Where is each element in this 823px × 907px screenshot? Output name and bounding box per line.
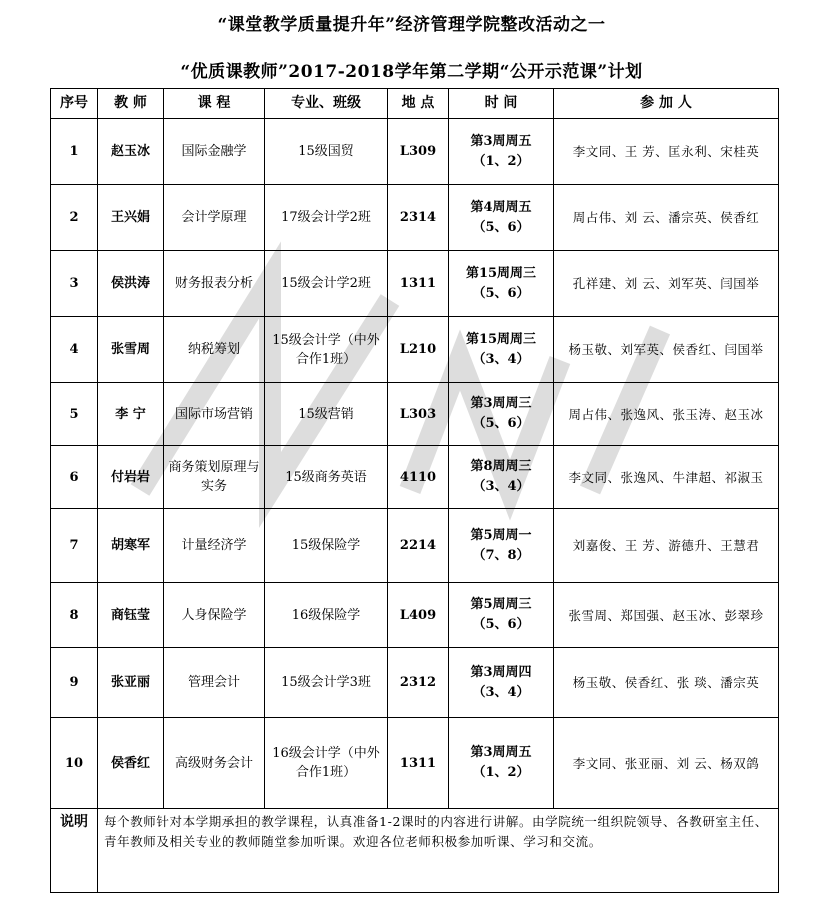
cell-course: 人身保险学 — [164, 583, 265, 648]
cell-seq: 5 — [51, 383, 98, 446]
title-line-2: “优质课教师”2017-2018学年第二学期“公开示范课”计划 — [180, 62, 643, 82]
cell-time — [449, 185, 554, 251]
cell-course: 纳税筹划 — [164, 317, 265, 383]
time-periods: （5、6） — [472, 219, 530, 235]
title-line-1: “课堂教学质量提升年”经济管理学院整改活动之一 — [217, 15, 606, 35]
schedule-table — [50, 88, 779, 893]
time-week: 第3周周五 — [470, 745, 532, 760]
cell-location: 2312 — [388, 648, 449, 718]
header-location: 地 点 — [388, 89, 449, 119]
time-periods: （5、6） — [472, 416, 530, 431]
cell-time — [449, 718, 554, 809]
cell-seq: 8 — [51, 583, 98, 648]
time-periods: （3、4） — [472, 684, 530, 700]
time-periods: （5、6） — [472, 617, 530, 632]
header-row — [51, 89, 779, 119]
cell-participants: 刘嘉俊、王 芳、游德升、王慧君 — [554, 509, 779, 583]
cell-course: 商务策划原理与实务 — [164, 446, 265, 509]
cell-time — [449, 446, 554, 509]
cell-major: 15级营销 — [265, 383, 388, 446]
cell-course: 管理会计 — [164, 648, 265, 718]
cell-participants: 李文同、王 芳、匡永利、宋桂英 — [554, 119, 779, 185]
time-periods: （3、4） — [472, 351, 530, 367]
cell-participants: 李文同、张亚丽、刘 云、杨双鸽 — [554, 718, 779, 809]
header-major: 专业、班级 — [265, 89, 388, 119]
cell-course: 财务报表分析 — [164, 251, 265, 317]
table-row — [51, 119, 779, 185]
cell-teacher: 侯洪涛 — [98, 251, 164, 317]
time-week: 第3周周三 — [470, 396, 532, 411]
header-time: 时 间 — [449, 89, 554, 119]
cell-time — [449, 383, 554, 446]
cell-seq: 6 — [51, 446, 98, 509]
time-week: 第4周周五 — [470, 199, 532, 215]
cell-time — [449, 648, 554, 718]
cell-location: 2214 — [388, 509, 449, 583]
cell-major: 15级会计学（中外合作1班） — [265, 317, 388, 383]
time-week: 第15周周三 — [465, 265, 537, 281]
cell-seq: 10 — [51, 718, 98, 809]
cell-course: 国际金融学 — [164, 119, 265, 185]
time-week: 第5周周一 — [470, 527, 532, 543]
time-week: 第8周周三 — [470, 459, 532, 474]
cell-seq: 7 — [51, 509, 98, 583]
cell-seq: 1 — [51, 119, 98, 185]
time-week: 第3周周四 — [470, 664, 532, 680]
cell-course: 国际市场营销 — [164, 383, 265, 446]
time-week: 第15周周三 — [465, 331, 537, 347]
cell-major: 16级会计学（中外合作1班） — [265, 718, 388, 809]
note-text: 每个教师针对本学期承担的教学课程，认真准备1-2课时的内容进行讲解。由学院统一组织院领导、各教研室主任、青年教师及相关专业的教师随堂参加听课。欢迎各位老师积极参加听课、学习和交流。 — [98, 809, 779, 893]
cell-course: 高级财务会计 — [164, 718, 265, 809]
cell-teacher: 王兴娟 — [98, 185, 164, 251]
cell-major: 16级保险学 — [265, 583, 388, 648]
header-participants: 参 加 人 — [554, 89, 779, 119]
cell-participants: 周占伟、张逸风、张玉涛、赵玉冰 — [554, 383, 779, 446]
cell-teacher: 侯香红 — [98, 718, 164, 809]
header-course: 课 程 — [164, 89, 265, 119]
cell-major: 15级会计学3班 — [265, 648, 388, 718]
cell-location: 2314 — [388, 185, 449, 251]
time-periods: （5、6） — [472, 285, 530, 301]
table-row — [51, 509, 779, 583]
cell-participants: 孔祥建、刘 云、刘军英、闫国举 — [554, 251, 779, 317]
table-row — [51, 583, 779, 648]
cell-location: L210 — [388, 317, 449, 383]
time-week: 第5周周三 — [470, 597, 532, 612]
time-periods: （7、8） — [472, 547, 530, 563]
cell-location: L309 — [388, 119, 449, 185]
cell-seq: 2 — [51, 185, 98, 251]
cell-course: 会计学原理 — [164, 185, 265, 251]
cell-major: 15级国贸 — [265, 119, 388, 185]
cell-teacher: 付岩岩 — [98, 446, 164, 509]
table-row — [51, 648, 779, 718]
cell-major: 15级商务英语 — [265, 446, 388, 509]
header-teacher: 教 师 — [98, 89, 164, 119]
cell-major: 17级会计学2班 — [265, 185, 388, 251]
cell-time — [449, 119, 554, 185]
time-periods: （3、4） — [472, 479, 530, 494]
cell-seq: 3 — [51, 251, 98, 317]
cell-location: 4110 — [388, 446, 449, 509]
cell-seq: 9 — [51, 648, 98, 718]
table-row — [51, 185, 779, 251]
table-row — [51, 251, 779, 317]
cell-time — [449, 583, 554, 648]
cell-time — [449, 509, 554, 583]
cell-teacher: 商钰莹 — [98, 583, 164, 648]
cell-time — [449, 251, 554, 317]
cell-major: 15级保险学 — [265, 509, 388, 583]
table-row — [51, 383, 779, 446]
time-week: 第3周周五 — [470, 133, 532, 149]
note-row — [51, 809, 779, 893]
table-row — [51, 446, 779, 509]
cell-major: 15级会计学2班 — [265, 251, 388, 317]
cell-location: L409 — [388, 583, 449, 648]
cell-participants: 周占伟、刘 云、潘宗英、侯香红 — [554, 185, 779, 251]
cell-location: L303 — [388, 383, 449, 446]
header-seq: 序号 — [51, 89, 98, 119]
cell-participants: 杨玉敬、侯香红、张 琰、潘宗英 — [554, 648, 779, 718]
cell-seq: 4 — [51, 317, 98, 383]
cell-time — [449, 317, 554, 383]
time-periods: （1、2） — [472, 765, 530, 780]
cell-participants: 李文同、张逸风、牛津超、祁淑玉 — [554, 446, 779, 509]
cell-location: 1311 — [388, 251, 449, 317]
table-row — [51, 718, 779, 809]
cell-course: 计量经济学 — [164, 509, 265, 583]
cell-location: 1311 — [388, 718, 449, 809]
cell-teacher: 张亚丽 — [98, 648, 164, 718]
cell-teacher: 胡寒军 — [98, 509, 164, 583]
table-row — [51, 317, 779, 383]
cell-teacher: 张雪周 — [98, 317, 164, 383]
cell-participants: 杨玉敬、刘军英、侯香红、闫国举 — [554, 317, 779, 383]
cell-teacher: 李 宁 — [98, 383, 164, 446]
cell-teacher: 赵玉冰 — [98, 119, 164, 185]
cell-participants: 张雪周、郑国强、赵玉冰、彭翠珍 — [554, 583, 779, 648]
note-label: 说明 — [51, 809, 98, 893]
time-periods: （1、2） — [472, 153, 530, 169]
